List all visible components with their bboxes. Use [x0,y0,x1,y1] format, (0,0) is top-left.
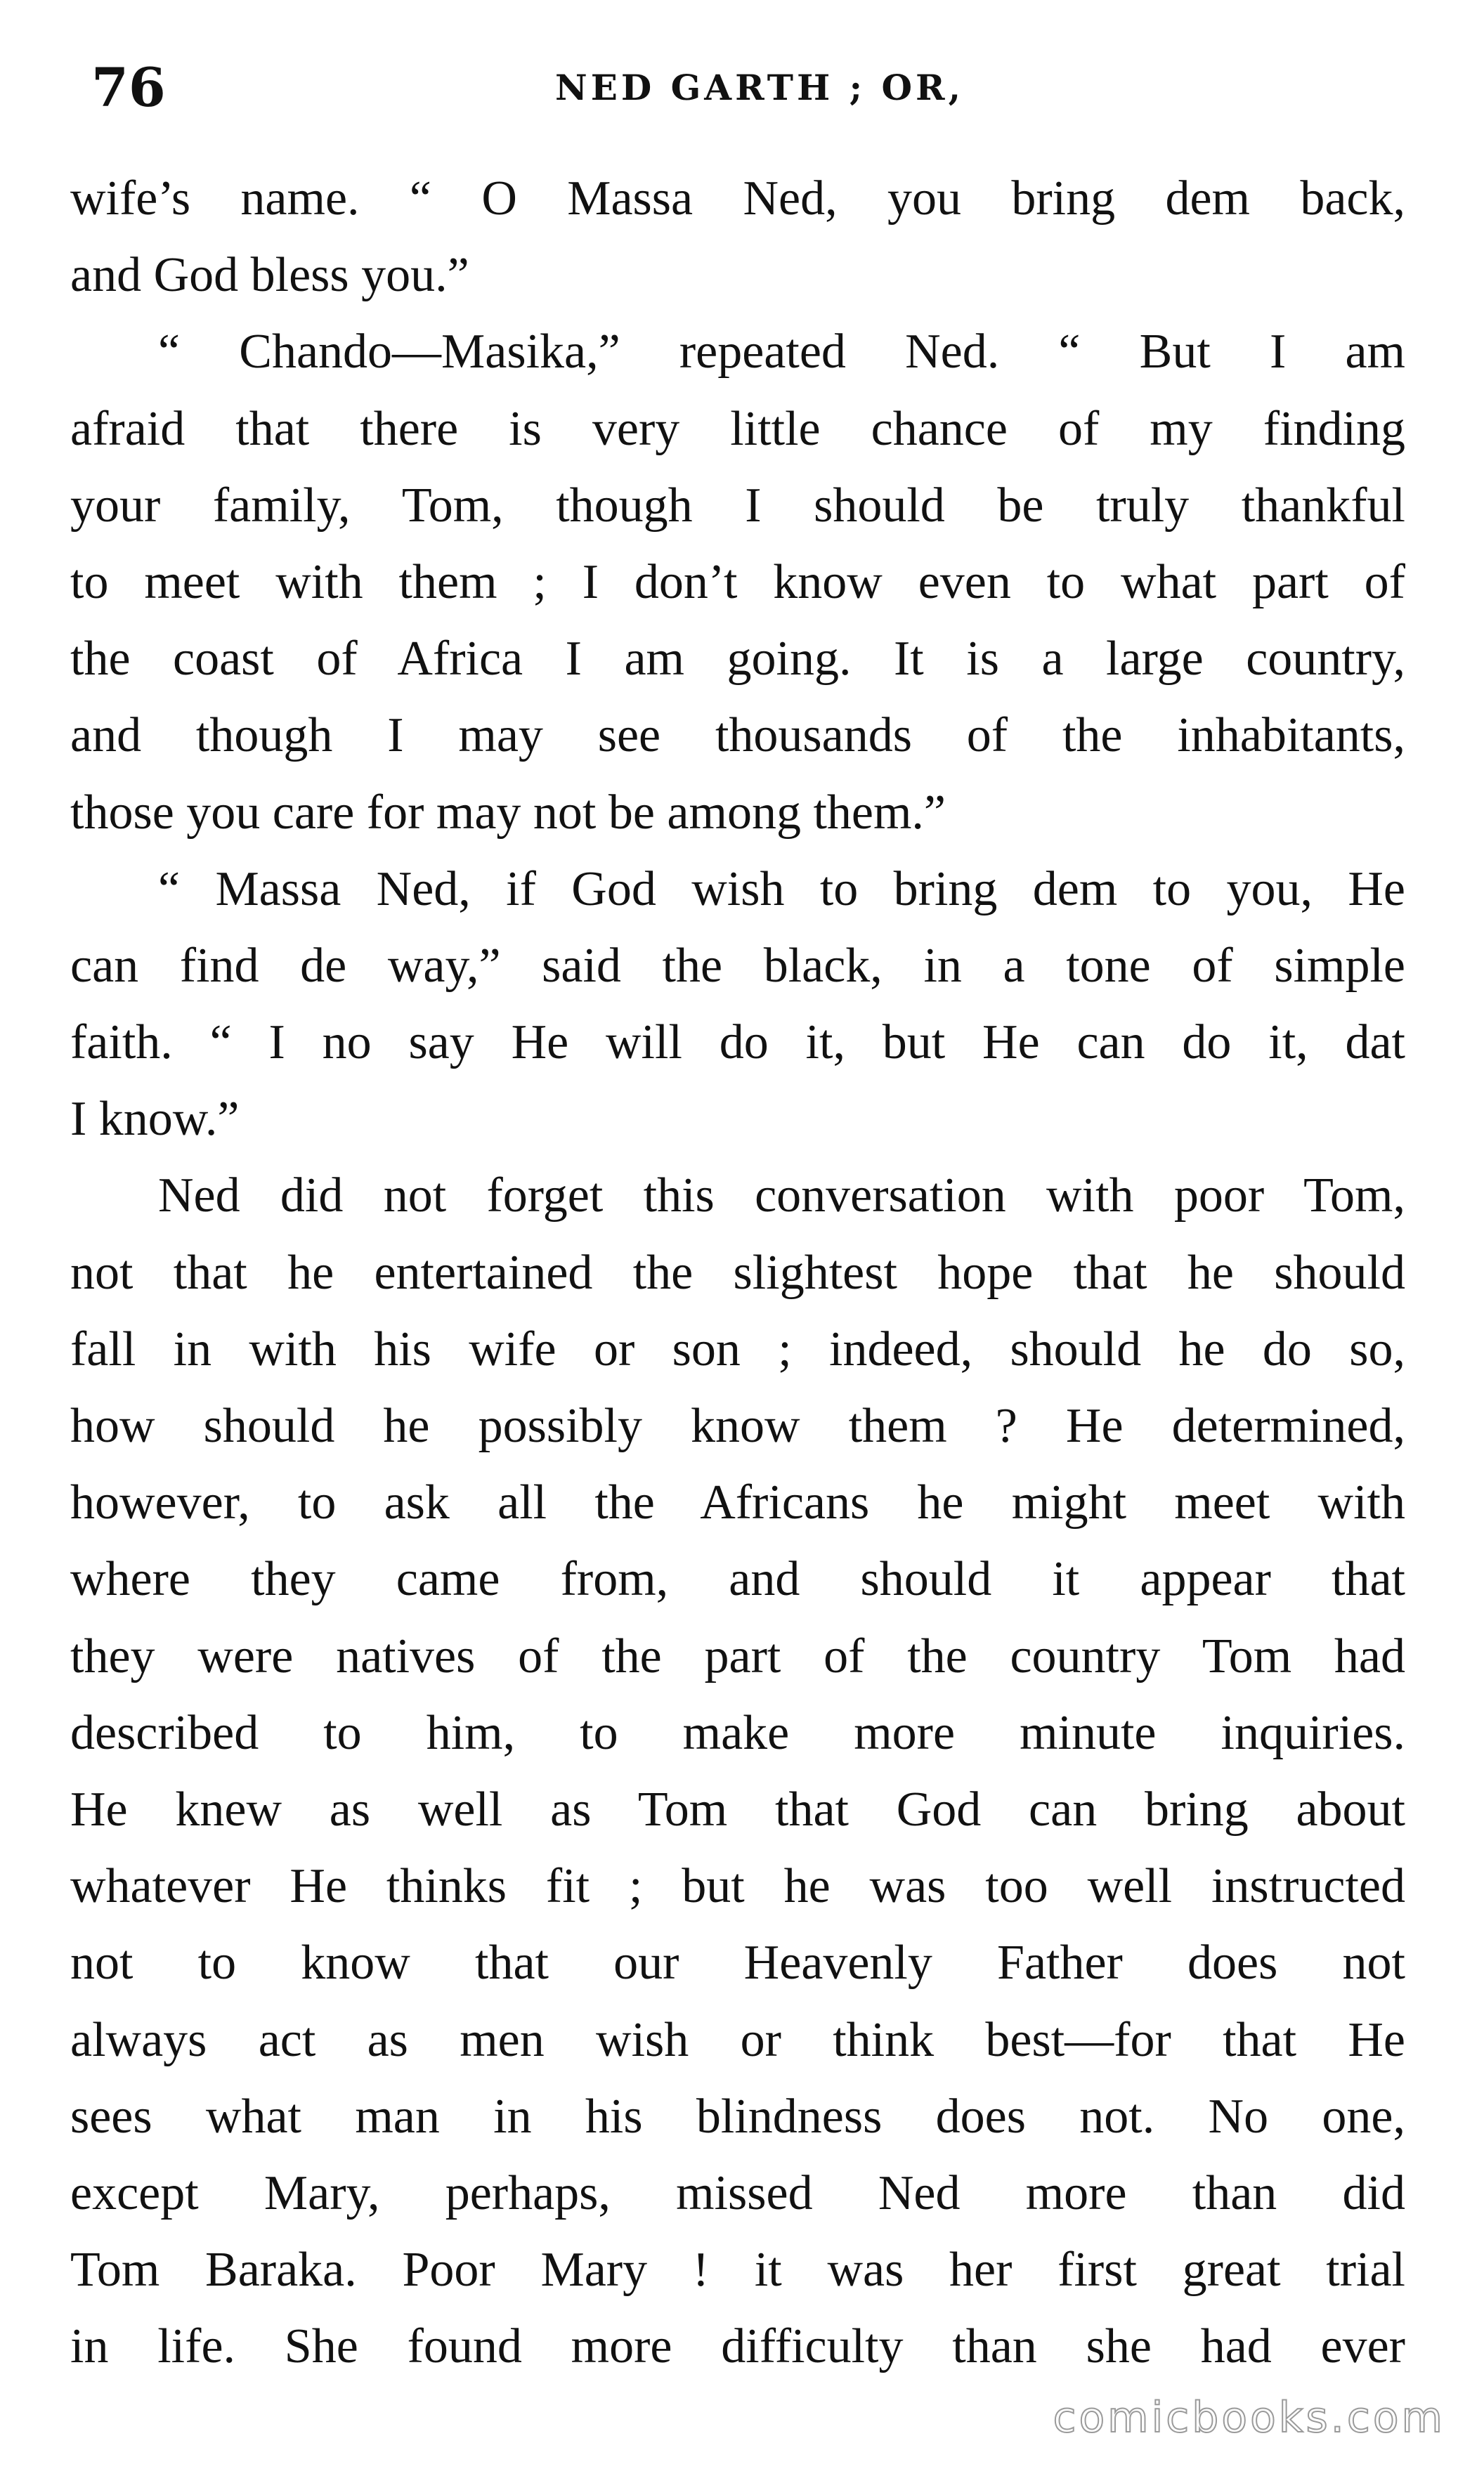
text-line: the coast of Africa I am going. It is a large country, [70,632,1405,686]
text-line: whatever He thinks fit ; but he was too well instructed [70,1859,1405,1914]
page-number: 76 [91,56,166,119]
text-line: described to him, to make more minute inquiries. [70,1705,1405,1760]
text-line: faith. “ I no say He will do it, but He can do it, dat [70,1015,1405,1070]
text-line: except Mary, perhaps, missed Ned more than did [70,2165,1405,2220]
text-line: your family, Tom, though I should be truly thankful [70,478,1405,533]
text-line: afraid that there is very little chance of my finding [70,401,1405,456]
text-line: to meet with them ; I don’t know even to what part of [70,554,1405,609]
text-line: how should he possibly know them ? He determined, [70,1399,1405,1453]
text-line: “ Chando—Masika,” repeated Ned. “ But I am [158,325,1405,379]
text-line: in life. She found more difficulty than she had ever [70,2319,1405,2374]
text-line: not to know that our Heavenly Father does not [70,1936,1405,1991]
text-line: those you care for may not be among them.” [70,785,946,840]
text-line: Tom Baraka. Poor Mary ! it was her first great trial [70,2243,1405,2298]
text-line: He knew as well as Tom that God can bring about [70,1782,1405,1837]
body-text [70,160,1405,2380]
text-line: can find de way,” said the black, in a tone of simple [70,938,1405,993]
text-line: Ned did not forget this conversation with poor Tom, [158,1168,1405,1223]
text-line: sees what man in his blindness does not. No one, [70,2089,1405,2144]
text-line: where they came from, and should it appear that [70,1552,1405,1607]
text-line: and God bless you.” [70,248,469,303]
text-line: not that he entertained the slightest hope that he should [70,1245,1405,1300]
text-line: fall in with his wife or son ; indeed, should he do so, [70,1322,1405,1376]
text-line: and though I may see thousands of the inhabitants, [70,708,1405,763]
text-line: they were natives of the part of the country Tom had [70,1629,1405,1683]
watermark: comicbooks.com [1053,2393,1445,2442]
page-header [91,49,1405,126]
running-head: NED GARTH ; OR, [555,67,964,108]
text-line: however, to ask all the Africans he might meet with [70,1475,1405,1530]
text-line: “ Massa Ned, if God wish to bring dem to you, He [158,861,1405,916]
text-line: I know.” [70,1092,240,1147]
text-line: wife’s name. “ O Massa Ned, you bring dem back, [70,171,1405,226]
text-line: always act as men wish or think best—for that He [70,2012,1405,2067]
